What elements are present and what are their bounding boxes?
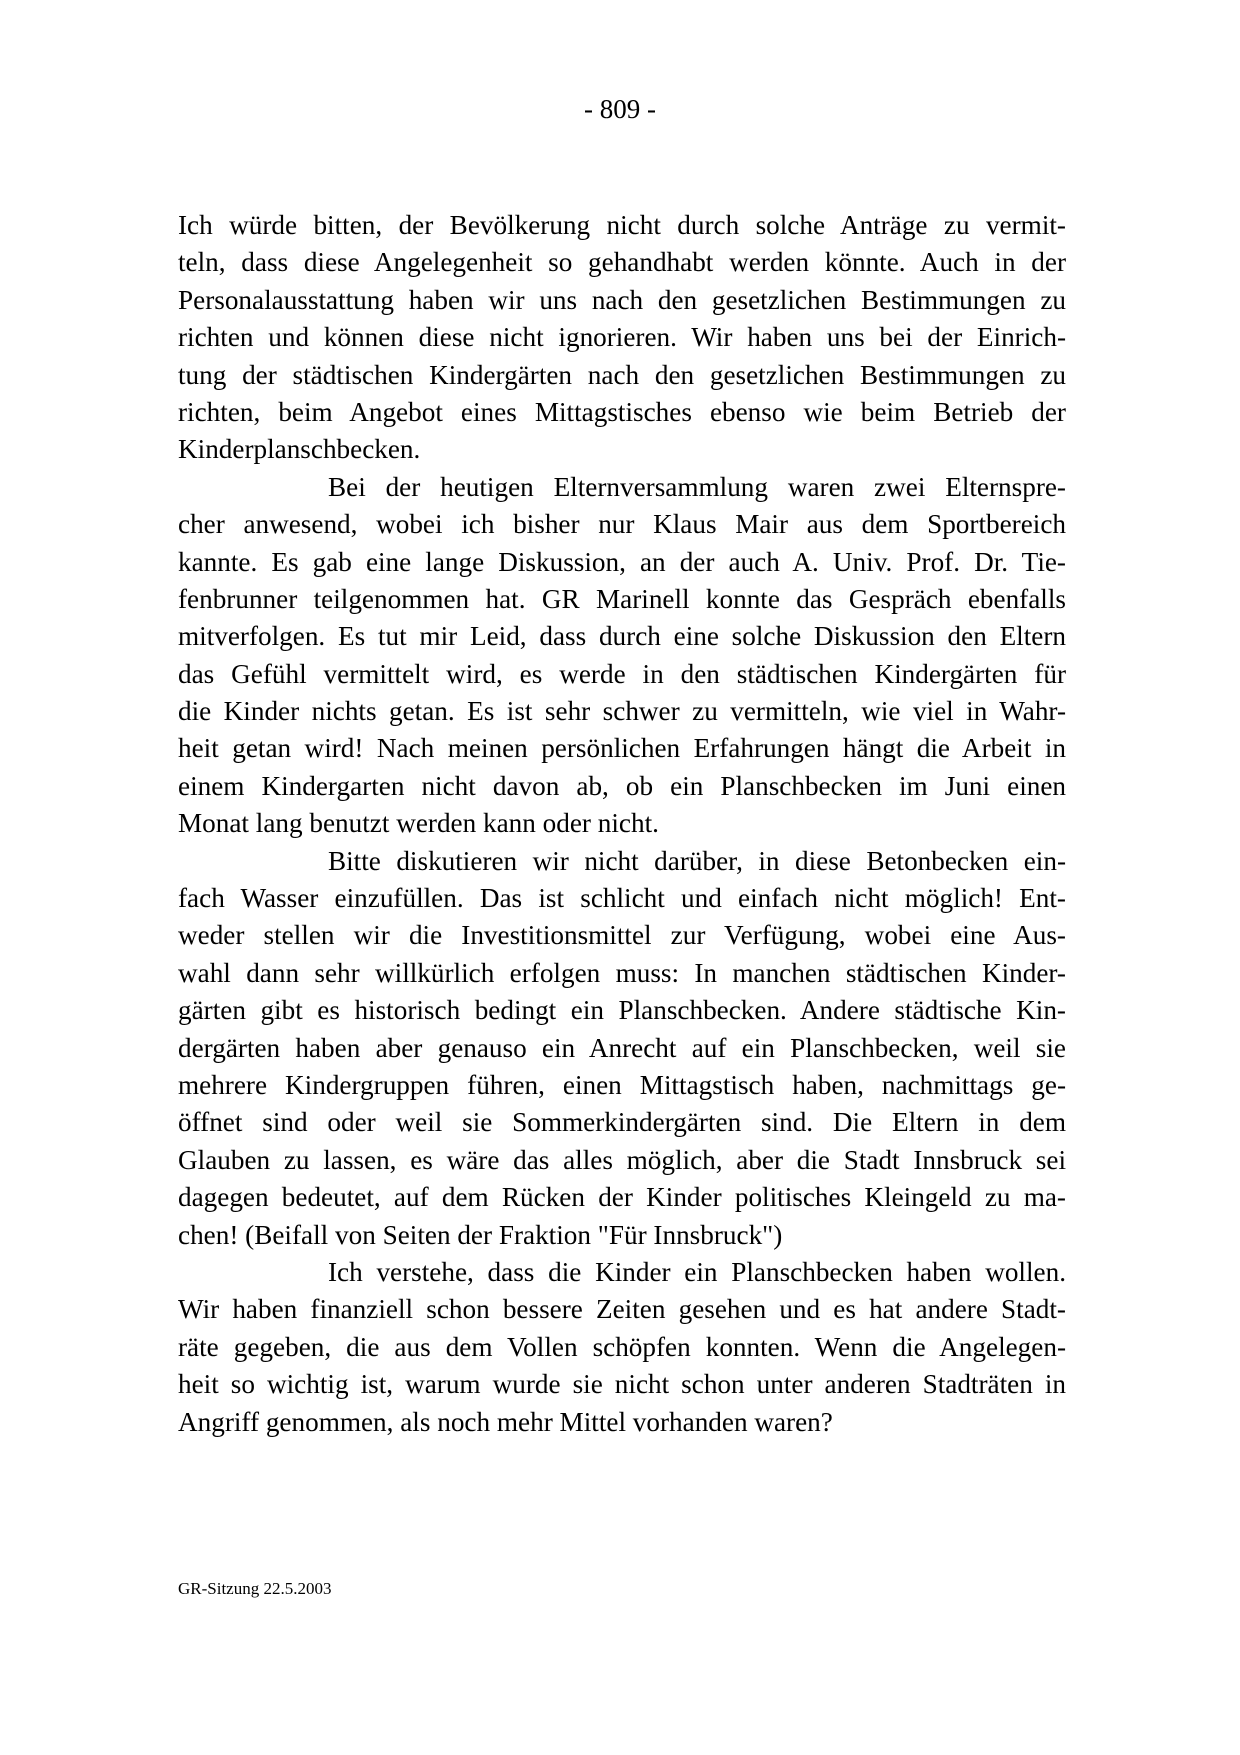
text-line: kannte. Es gab eine lange Diskussion, an der auch A. Univ. Prof. Dr. Tie- [178,546,1066,577]
text-line: fenbrunner teilgenommen hat. GR Marinell konnte das Gespräch ebenfalls [178,583,1066,614]
text-line: mehrere Kindergruppen führen, einen Mittagstisch haben, nachmittags ge- [178,1069,1066,1100]
text-line: Bei der heutigen Elternversammlung waren zwei Elternspre- [328,471,1066,502]
text-line: öffnet sind oder weil sie Sommerkindergärten sind. Die Eltern in dem [178,1107,1066,1138]
body-text [178,207,1066,1441]
text-line: die Kinder nichts getan. Es ist sehr schwer zu vermitteln, wie viel in Wahr- [178,696,1066,727]
text-line: Ich würde bitten, der Bevölkerung nicht durch solche Anträge zu vermit- [178,210,1066,240]
text-line: Bitte diskutieren wir nicht darüber, in diese Betonbecken ein- [328,845,1066,876]
text-line: richten, beim Angebot eines Mittagstisches ebenso wie beim Betrieb der [178,396,1066,427]
text-line: Glauben zu lassen, es wäre das alles möglich, aber die Stadt Innsbruck sei [178,1144,1066,1175]
paragraph [178,207,1066,469]
text-line: chen! (Beifall von Seiten der Fraktion "Für Innsbruck") [178,1219,783,1250]
text-line: heit getan wird! Nach meinen persönlichen Erfahrungen hängt die Arbeit in [178,733,1066,764]
text-line: teln, dass diese Angelegenheit so gehandhabt werden könnte. Auch in der [178,247,1066,278]
page-number: - 809 - [584,94,656,124]
text-line: Angriff genommen, als noch mehr Mittel vorhanden waren? [178,1406,833,1437]
footer-session-date: GR-Sitzung 22.5.2003 [178,1579,332,1598]
text-line: Kinderplanschbecken. [178,434,421,465]
text-line: fach Wasser einzufüllen. Das ist schlicht und einfach nicht möglich! Ent- [178,883,1066,914]
text-line: Ich verstehe, dass die Kinder ein Planschbecken haben wollen. [328,1256,1066,1287]
text-line: Monat lang benutzt werden kann oder nicht. [178,808,659,839]
text-line: räte gegeben, die aus dem Vollen schöpfen konnten. Wenn die Angelegen- [178,1331,1066,1362]
paragraph [178,1254,1066,1441]
text-line: einem Kindergarten nicht davon ab, ob ein Planschbecken im Juni einen [178,770,1066,801]
text-line: heit so wichtig ist, warum wurde sie nicht schon unter anderen Stadträten in [178,1369,1066,1400]
text-line: cher anwesend, wobei ich bisher nur Klaus Mair aus dem Sportbereich [178,509,1066,540]
paragraph [178,843,1066,1254]
text-line: weder stellen wir die Investitionsmittel zur Verfügung, wobei eine Aus- [178,920,1066,951]
text-line: Wir haben finanziell schon bessere Zeiten gesehen und es hat andere Stadt- [178,1294,1066,1325]
text-line: dergärten haben aber genauso ein Anrecht auf ein Planschbecken, weil sie [178,1032,1066,1063]
text-line: wahl dann sehr willkürlich erfolgen muss: In manchen städtischen Kinder- [178,957,1066,988]
text-line: dagegen bedeutet, auf dem Rücken der Kinder politisches Kleingeld zu ma- [178,1182,1066,1213]
text-line: gärten gibt es historisch bedingt ein Planschbecken. Andere städtische Kin- [178,995,1066,1026]
text-line: tung der städtischen Kindergärten nach den gesetzlichen Bestimmungen zu [178,359,1066,390]
text-line: das Gefühl vermittelt wird, es werde in den städtischen Kindergärten für [178,658,1066,689]
text-line: mitverfolgen. Es tut mir Leid, dass durch eine solche Diskussion den Eltern [178,621,1066,652]
paragraph [178,469,1066,843]
text-line: richten und können diese nicht ignorieren. Wir haben uns bei der Einrich- [178,322,1066,353]
text-line: Personalausstattung haben wir uns nach den gesetzlichen Bestimmungen zu [178,284,1066,315]
